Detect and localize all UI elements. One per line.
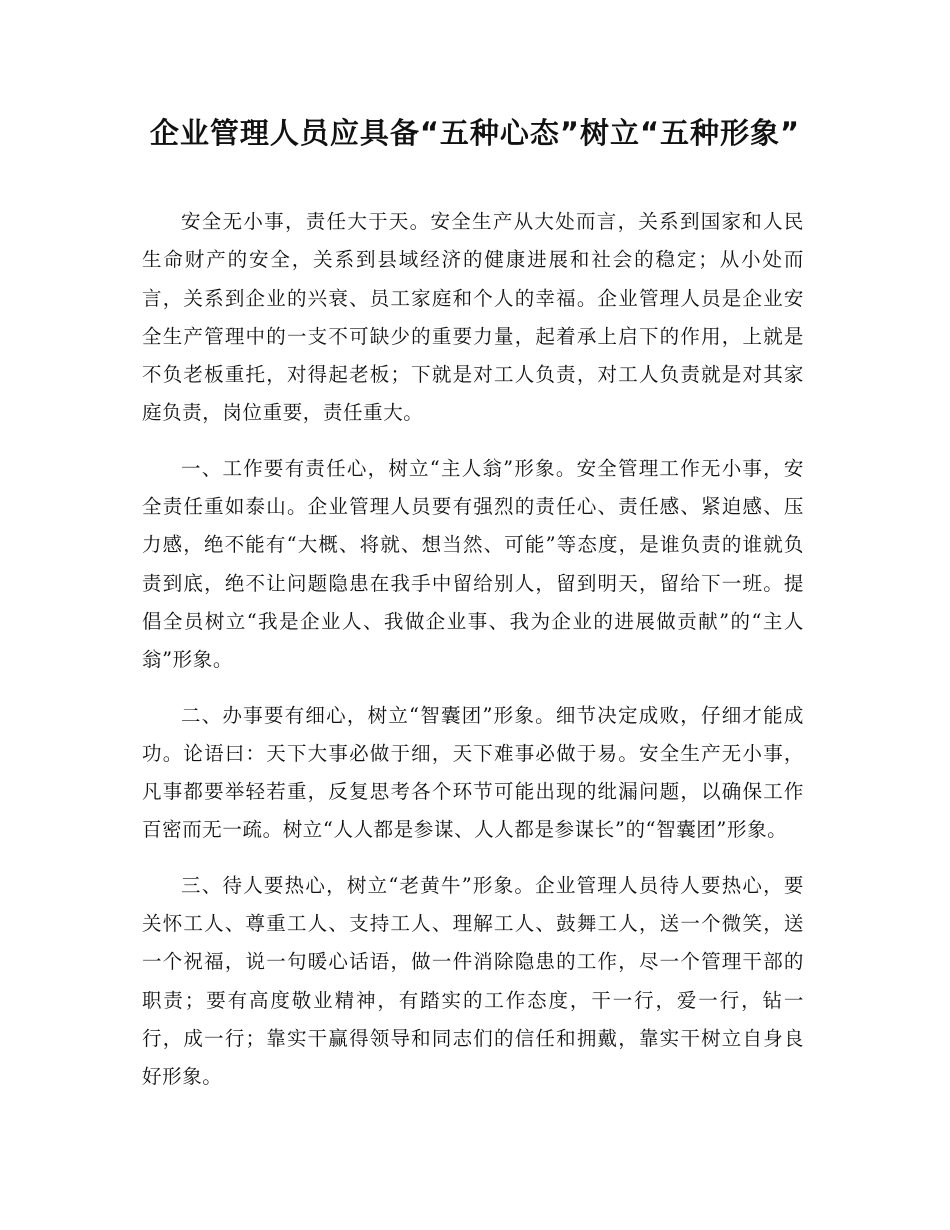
paragraph-warmheartedness: 三、待人要热心，树立“老黄牛”形象。企业管理人员待人要热心，要关怀工人、尊重工人、支持工人、理解工人、鼓舞工人，送一个微笑，送一个祝福，说一句暖心话语，做一件消除隐患的工作，尽一个管理干部的职责；要有高度敬业精神，有踏实的工作态度，干一行，爱一行，钻一行，成一行；靠实干赢得领导和同志们的信任和拥戴，靠实干树立自身良好形象。 [142,873,804,1089]
paragraph-responsibility: 一、工作要有责任心，树立“主人翁”形象。安全管理工作无小事，安全责任重如泰山。企业管理人员要有强烈的责任心、责任感、紧迫感、压力感，绝不能有“大概、将就、想当然、可能”等态度，是谁负责的谁就负责到底，绝不让问题隐患在我手中留给别人，留到明天，留给下一班。提倡全员树立“我是企业人、我做企业事、我为企业的进展做贡献”的“主人翁”形象。 [142,456,804,672]
document-title: 企业管理人员应具备“五种心态”树立“五种形象” [149,116,801,150]
paragraph-intro: 安全无小事，责任大于天。安全生产从大处而言，关系到国家和人民生命财产的安全，关系到县域经济的健康进展和社会的稳定；从小处而言，关系到企业的兴衰、员工家庭和个人的幸福。企业管理人员是企业安全生产管理中的一支不可缺少的重要力量，起着承上启下的作用，上就是不负老板重托，对得起老板；下就是对工人负责，对工人负责就是对其家庭负责，岗位重要，责任重大。 [142,210,804,425]
paragraph-carefulness: 二、办事要有细心，树立“智囊团”形象。细节决定成败，仔细才能成功。论语曰：天下大事必做于细，天下难事必做于易。安全生产无小事，凡事都要举轻若重，反复思考各个环节可能出现的纰漏问题，以确保工作百密而无一疏。树立“人人都是参谋、人人都是参谋长”的“智囊团”形象。 [142,703,804,842]
document-body [142,203,804,1114]
